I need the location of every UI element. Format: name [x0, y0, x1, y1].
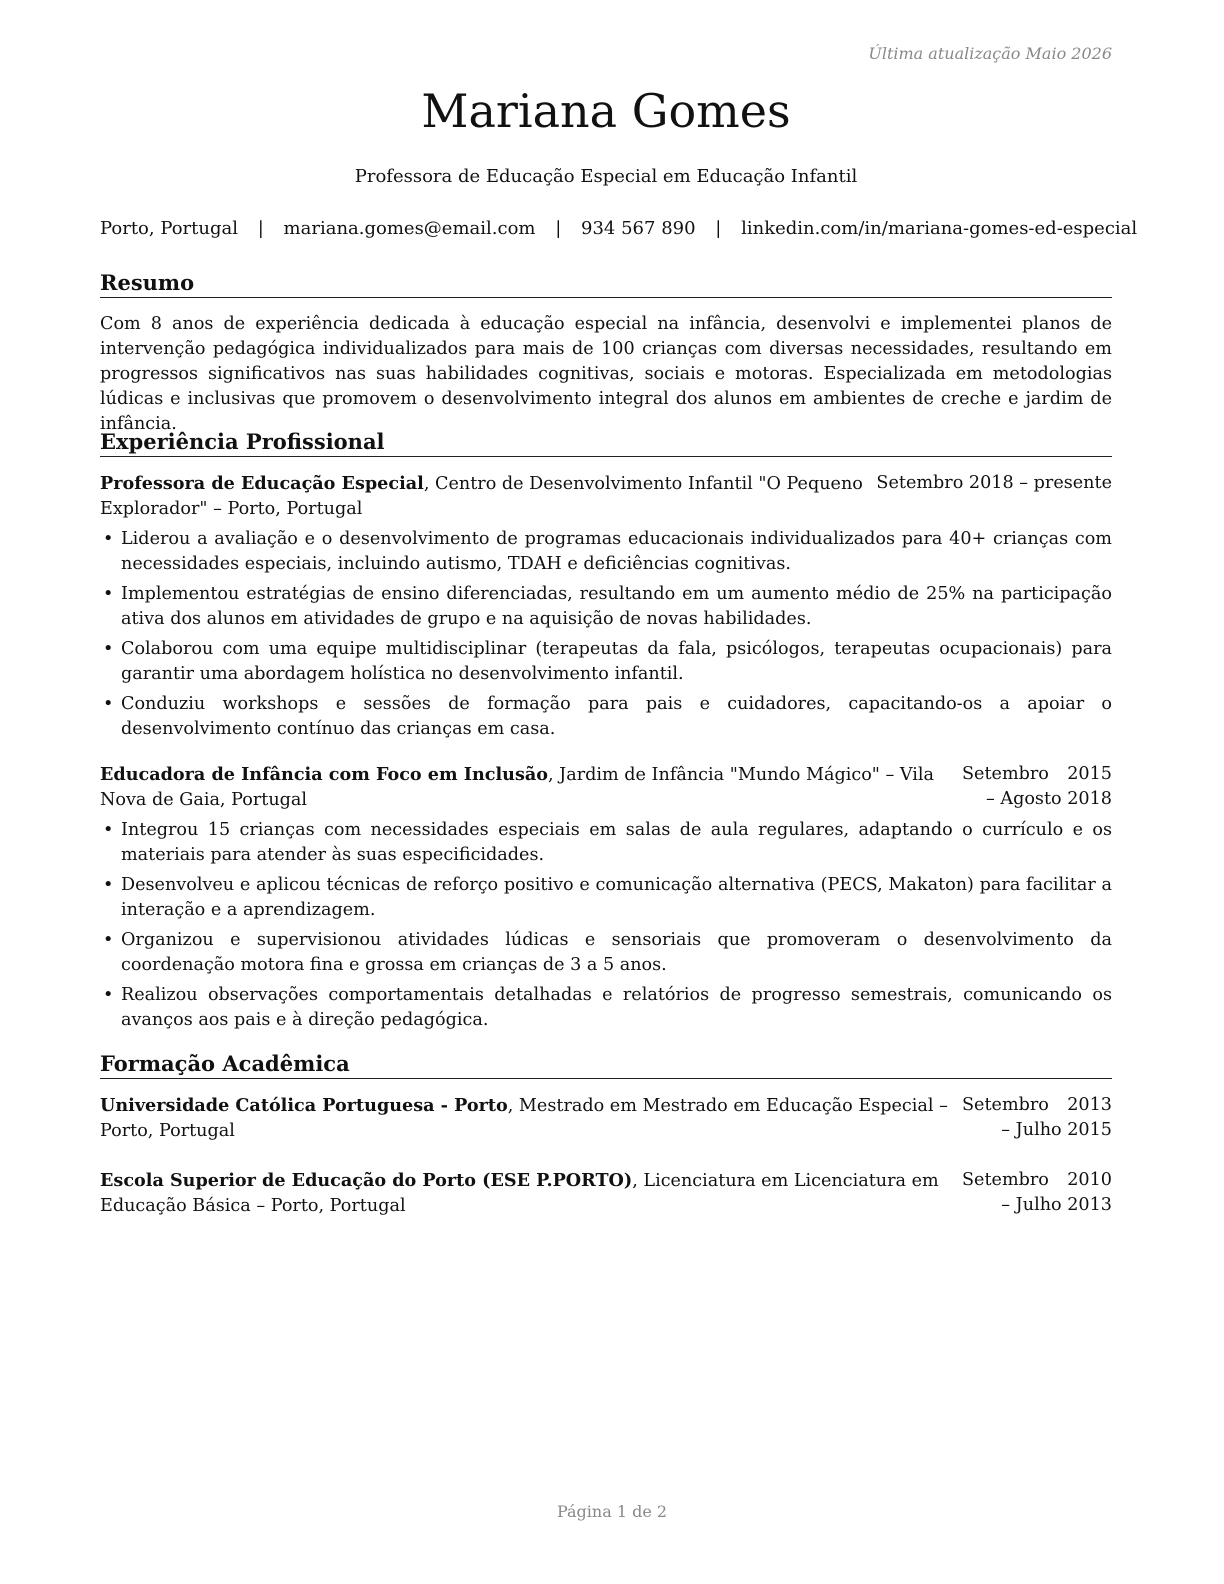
- list-item: [100, 928, 1112, 978]
- contact-location: Porto, Portugal: [100, 218, 238, 239]
- last-updated-note: Última atualização Maio 2026: [868, 44, 1112, 63]
- entry-institution: Escola Superior de Educação do Porto (ESE P.PORTO): [100, 1170, 633, 1192]
- bullet-text: Conduziu workshops e sessões de formação para pais e cuidadores, capacitando-os a apoiar o desenvolvimento contínuo das crianças em casa.: [121, 694, 1112, 740]
- list-item: [100, 582, 1112, 632]
- contact-email[interactable]: mariana.gomes@email.com: [283, 218, 536, 239]
- bullet-icon: •: [103, 875, 114, 896]
- entry-header: [100, 1168, 1112, 1219]
- summary-section: [100, 270, 1112, 437]
- list-item: [100, 873, 1112, 923]
- section-title: Resumo: [100, 270, 1112, 298]
- section-title: Experiência Profissional: [100, 429, 1112, 457]
- entry-header: [100, 471, 1112, 522]
- education-entry: [100, 1168, 1112, 1219]
- section-title: Formação Acadêmica: [100, 1051, 1112, 1079]
- entry-role: Professora de Educação Especial: [100, 473, 424, 495]
- list-item: [100, 818, 1112, 868]
- bullet-text: Implementou estratégias de ensino diferenciadas, resultando em um aumento médio de 25% na participação ativa dos alunos em atividades de grupo e na aquisição de novas habilidades.: [121, 584, 1112, 630]
- entry-dates: Setembro 2010 – Julho 2013: [962, 1170, 1112, 1216]
- entry-org: , Jardim de Infância "Mundo Mágico" – Vila Nova de Gaia, Portugal: [100, 765, 934, 811]
- entry-bullets: [100, 818, 1112, 1033]
- bullet-text: Desenvolveu e aplicou técnicas de reforço positivo e comunicação alternativa (PECS, Makaton) para facilitar a interação e a aprendizagem.: [121, 875, 1112, 921]
- bullet-text: Colaborou com uma equipe multidisciplinar (terapeutas da fala, psicólogos, terapeutas ocupacionais) para garantir uma abordagem holística no desenvolvimento infantil.: [121, 639, 1112, 685]
- bullet-text: Liderou a avaliação e o desenvolvimento de programas educacionais individualizados para 40+ crianças com necessidades especiais, incluindo autismo, TDAH e deficiências cognitivas.: [121, 529, 1112, 575]
- experience-entry: [100, 471, 1112, 742]
- bullet-text: Integrou 15 crianças com necessidades especiais em salas de aula regulares, adaptando o currículo e os materiais para atender às suas especificidades.: [121, 820, 1112, 866]
- contact-line: [100, 218, 1138, 239]
- list-item: [100, 692, 1112, 742]
- entry-role: Educadora de Infância com Foco em Inclusão: [100, 764, 548, 786]
- resume-page: [100, 0, 1138, 1584]
- candidate-name: Mariana Gomes: [421, 84, 791, 138]
- bullet-icon: •: [103, 985, 114, 1006]
- education-section: [100, 1051, 1112, 1219]
- entry-title: [100, 471, 876, 522]
- entry-title: [100, 1168, 962, 1219]
- list-item: [100, 527, 1112, 577]
- candidate-headline: Professora de Educação Especial em Educação Infantil: [354, 166, 858, 187]
- bullet-icon: •: [103, 930, 114, 951]
- entry-header: [100, 762, 1112, 813]
- contact-separator: |: [555, 218, 562, 239]
- entry-title: [100, 1093, 962, 1144]
- contact-separator: |: [257, 218, 264, 239]
- contact-phone: 934 567 890: [581, 218, 696, 239]
- bullet-icon: •: [103, 820, 114, 841]
- bullet-text: Realizou observações comportamentais detalhadas e relatórios de progresso semestrais, comunicando os avanços aos pais e à direção pedagógica.: [121, 985, 1112, 1031]
- entry-org: , Centro de Desenvolvimento Infantil "O Pequeno Explorador" – Porto, Portugal: [100, 474, 863, 520]
- entry-degree: , Licenciatura em Licenciatura em Educação Básica – Porto, Portugal: [100, 1171, 939, 1217]
- experience-entry: [100, 762, 1112, 1033]
- education-entry: [100, 1093, 1112, 1144]
- bullet-icon: •: [103, 529, 114, 550]
- entry-bullets: [100, 527, 1112, 742]
- entry-title: [100, 762, 962, 813]
- bullet-text: Organizou e supervisionou atividades lúdicas e sensoriais que promoveram o desenvolvimento da coordenação motora fina e grossa em crianças de 3 a 5 anos.: [121, 930, 1112, 976]
- entry-dates: Setembro 2013 – Julho 2015: [962, 1095, 1112, 1141]
- experience-section: [100, 429, 1112, 1038]
- entry-degree: , Mestrado em Mestrado em Educação Especial – Porto, Portugal: [100, 1096, 948, 1142]
- bullet-icon: •: [103, 639, 114, 660]
- summary-text: Com 8 anos de experiência dedicada à educação especial na infância, desenvolvi e implementei planos de intervenção pedagógica individualizados para mais de 100 crianças com diversas necessidades, resultando em progressos significativos nas suas habilidades cognitivas, sociais e motoras. Especializada em metodologias lúdicas e inclusivas que promovem o desenvolvimento integral dos alunos em ambientes de creche e jardim de infância.: [100, 314, 1112, 435]
- bullet-icon: •: [103, 694, 114, 715]
- entry-dates: Setembro 2015 – Agosto 2018: [962, 764, 1112, 810]
- contact-separator: |: [715, 218, 722, 239]
- list-item: [100, 983, 1112, 1033]
- entry-header: [100, 1093, 1112, 1144]
- entry-institution: Universidade Católica Portuguesa - Porto: [100, 1095, 508, 1117]
- page-number: Página 1 de 2: [556, 1502, 668, 1521]
- contact-linkedin[interactable]: linkedin.com/in/mariana-gomes-ed-especial: [741, 218, 1138, 239]
- entry-dates: Setembro 2018 – presente: [876, 473, 1112, 494]
- bullet-icon: •: [103, 584, 114, 605]
- list-item: [100, 637, 1112, 687]
